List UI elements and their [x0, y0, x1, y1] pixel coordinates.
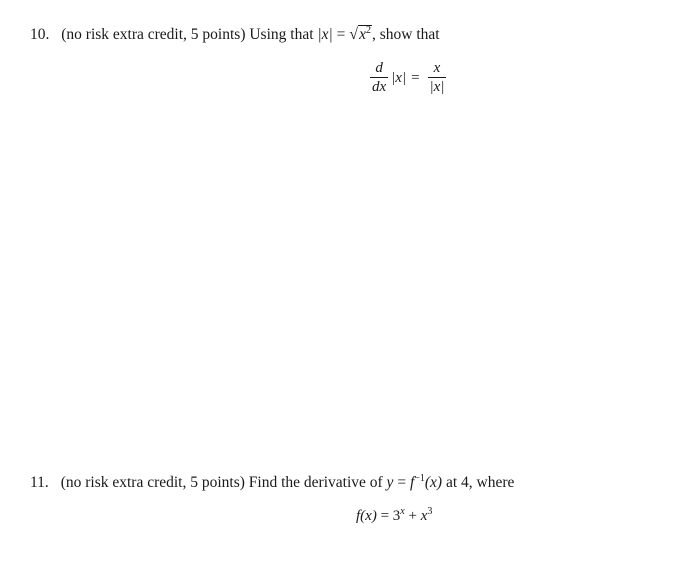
y-variable: y: [386, 474, 394, 491]
exponent-three: 3: [427, 506, 433, 517]
equals-sign: =: [380, 508, 390, 524]
f-of-x: f(x): [356, 508, 377, 524]
question-text: (no risk extra credit, 5 points) Using that: [61, 26, 314, 43]
function-argument: (x): [424, 474, 443, 491]
inverse-exponent: −1: [414, 473, 425, 484]
base-three: 3: [392, 508, 401, 524]
equals-sign: =: [336, 26, 346, 43]
equation-derivative-abs: [367, 60, 449, 96]
denominator: dx: [372, 79, 387, 95]
equals-sign: =: [397, 474, 407, 491]
sqrt-variable: x: [359, 26, 366, 43]
question-11: [30, 474, 514, 492]
numerator: x: [433, 60, 441, 76]
sqrt-exponent: 2: [365, 25, 371, 36]
plus-sign: +: [408, 508, 417, 524]
numerator: d: [375, 60, 383, 76]
question-number: 11.: [30, 474, 49, 491]
question-10: [30, 26, 440, 44]
sqrt-expression: [349, 26, 372, 44]
denominator: |x|: [429, 79, 445, 95]
fraction-x-over-abs-x: [428, 60, 447, 96]
question-number: 10.: [30, 26, 50, 43]
exponent-x: x: [400, 506, 405, 517]
x-variable: x: [420, 508, 428, 524]
fraction-d-dx: [370, 60, 388, 96]
question-text-tail: at 4, where: [445, 474, 515, 491]
abs-x: |x|: [317, 26, 333, 43]
equation-f-definition: [356, 508, 432, 525]
f-function: f: [409, 474, 415, 491]
question-text-tail: , show that: [371, 26, 440, 43]
equals-sign: =: [411, 69, 420, 86]
radical-icon: √: [349, 26, 359, 43]
abs-x: |x|: [391, 69, 407, 86]
question-text: (no risk extra credit, 5 points) Find the derivative of: [60, 474, 383, 491]
